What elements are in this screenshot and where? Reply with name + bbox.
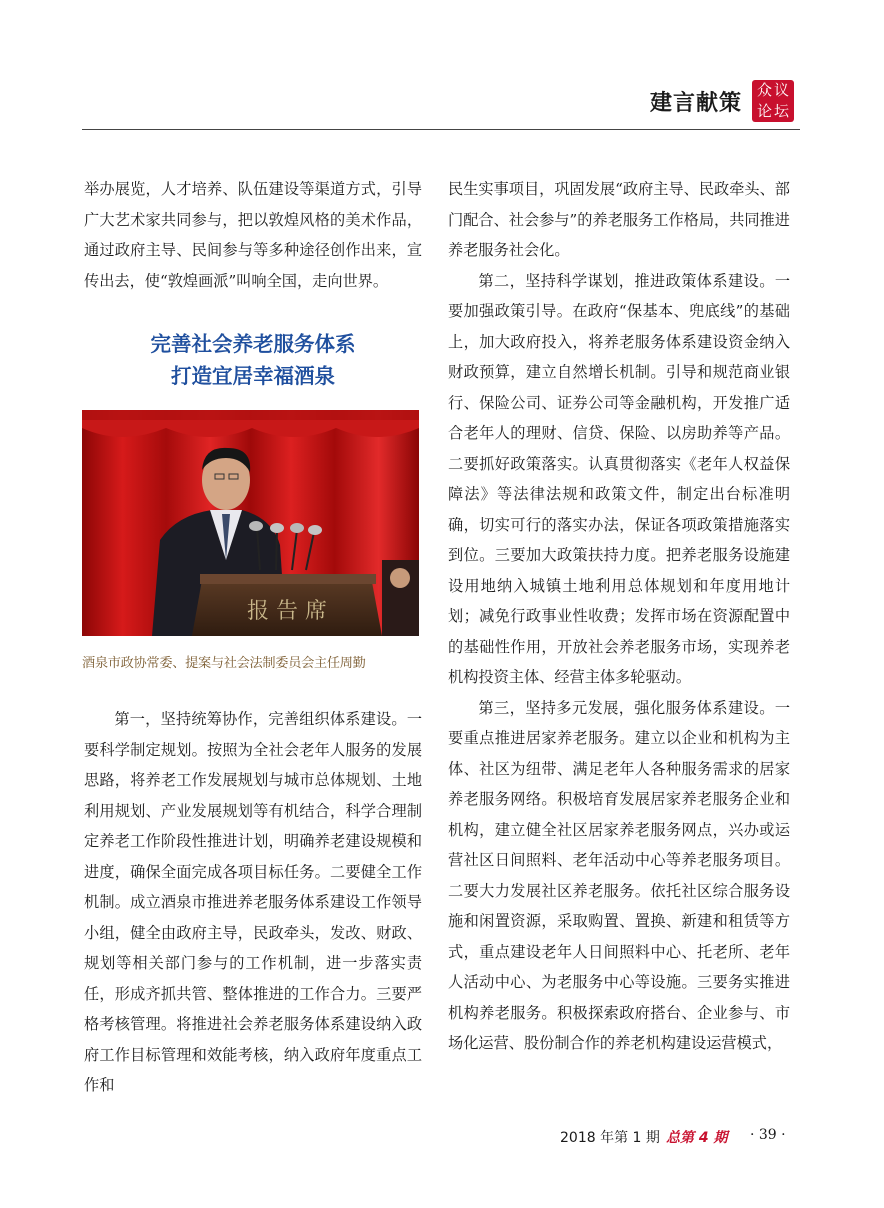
footer-brand: 总第 4 期 — [666, 1130, 728, 1146]
footer-issue: 2018 年第 1 期 — [560, 1130, 660, 1146]
body-paragraph: 民生实事项目，巩固发展“政府主导、民政牵头、部门配合、社会参与”的养老服务工作格局，共同推进养老服务社会化。 — [448, 180, 790, 259]
body-paragraph: 举办展览，人才培养、队伍建设等渠道方式，引导广大艺术家共同参与，把以敦煌风格的美术作品，通过政府主导、民间参与等多种途径创作出来，宣传出去，使“敦煌画派”叫响全国，走向世界。 — [84, 180, 422, 290]
section-title-line-1: 完善社会养老服务体系 — [150, 332, 356, 356]
magazine-seal-logo: 众 议 论 坛 — [752, 80, 794, 122]
body-paragraph: 第二，坚持科学谋划，推进政策体系建设。一要加强政策引导。在政府“保基本、兜底线”的基础上，加大政府投入，将养老服务体系建设资金纳入财政预算，建立自然增长机制。引导和规范商业银行、保险公司、证券公司等金融机构，开发推广适合老年人的理财、信贷、保险、以房助养等产品。二要抓好政策落实。认真贯彻落实《老年人权益保障法》等法律法规和政策文件，制定出台标准明确，切实可行的落实办法，保证各项政策措施落实到位。三要加大政策扶持力度。把养老服务设施建设用地纳入城镇土地利用总体规划和年度用地计划；减免行政事业性收费；发挥市场在资源配置中的基础性作用，开放社会养老服务市场，实现养老机构投资主体、经营主体多轮驱动。 — [448, 271, 790, 686]
speaker-photo-illustration — [82, 410, 419, 636]
section-title — [84, 328, 422, 392]
left-column-top — [84, 174, 422, 296]
left-column-bottom — [84, 704, 422, 1101]
page-number: · 39 · — [750, 1127, 786, 1143]
speaker-photo — [82, 410, 419, 636]
photo-caption: 酒泉市政协常委、提案与社会法制委员会主任周勤 — [82, 656, 366, 671]
body-paragraph: 第三，坚持多元发展，强化服务体系建设。一要重点推进居家养老服务。建立以企业和机构为主体、社区为纽带、满足老年人各种服务需求的居家养老服务网络。积极培育发展居家养老服务企业和机构，建立健全社区居家养老服务网点，兴办或运营社区日间照料、老年活动中心等养老服务项目。二要大力发展社区养老服务。依托社区综合服务设施和闲置资源，采取购置、置换、新建和租赁等方式，重点建设老年人日间照料中心、托老所、老年人活动中心、为老服务中心等设施。三要务实推进机构养老服务。积极探索政府搭台、企业参与、市场化运营、股份制合作的养老机构建设运营模式， — [448, 698, 790, 1052]
body-paragraph: 第一，坚持统筹协作，完善组织体系建设。一要科学制定规划。按照为全社会老年人服务的发展思路，将养老工作发展规划与城市总体规划、土地利用规划、产业发展规划等有机结合，科学合理制定养老工作阶段性推进计划，明确养老建设规模和进度，确保全面完成各项目标任务。二要健全工作机制。成立酒泉市推进养老服务体系建设工作领导小组，健全由政府主导，民政牵头，发改、财政、规划等相关部门参与的工作机制，进一步落实责任，形成齐抓共管、整体推进的工作合力。三要严格考核管理。将推进社会养老服务体系建设纳入政府工作目标管理和效能考核，纳入政府年度重点工作和 — [84, 710, 422, 1094]
header-title: 建言献策 — [649, 91, 742, 116]
podium-sign-text: 报 告 席 — [247, 599, 327, 624]
header-divider — [82, 129, 800, 130]
right-column — [448, 174, 790, 1059]
section-title-line-2: 打造宜居幸福酒泉 — [171, 364, 335, 388]
